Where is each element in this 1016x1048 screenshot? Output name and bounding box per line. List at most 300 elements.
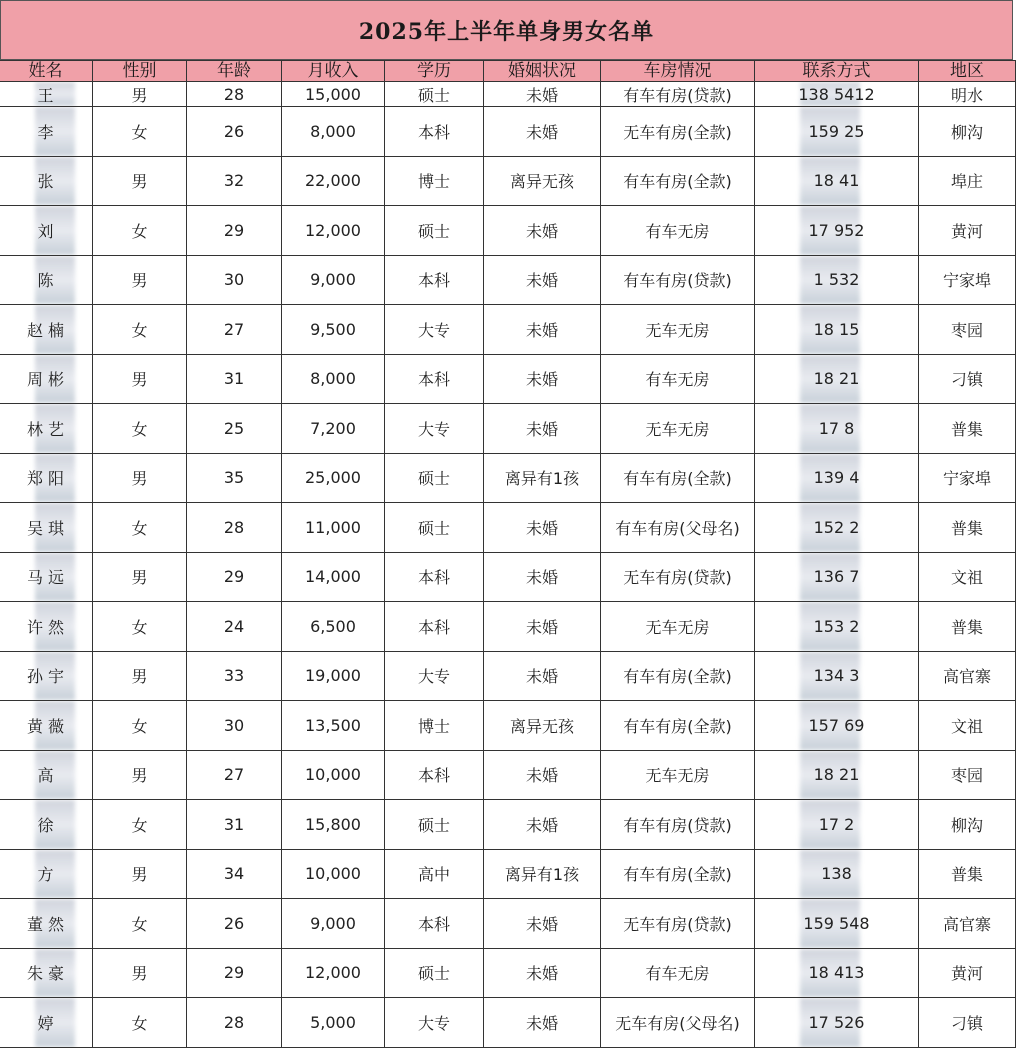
cell-name bbox=[0, 899, 93, 949]
income-value: 8,000 bbox=[310, 369, 356, 389]
table-body bbox=[0, 82, 1016, 1048]
marital-value: 未婚 bbox=[525, 271, 558, 291]
education-value: 大专 bbox=[417, 667, 450, 687]
cell-region bbox=[919, 107, 1016, 157]
cell-phone bbox=[755, 899, 919, 949]
age-value: 25 bbox=[223, 418, 245, 438]
cell-marital bbox=[484, 701, 601, 751]
cell-name bbox=[0, 651, 93, 701]
cell-phone bbox=[755, 453, 919, 503]
cell-region bbox=[919, 255, 1016, 305]
cell-property bbox=[601, 849, 755, 899]
region-value: 宁家埠 bbox=[942, 469, 991, 489]
cell-region bbox=[919, 156, 1016, 206]
property-value: 有车有房(全款) bbox=[623, 716, 732, 736]
income-value: 9,500 bbox=[310, 319, 356, 339]
age-value: 32 bbox=[223, 171, 245, 191]
cell-property bbox=[601, 651, 755, 701]
name-value: 方 bbox=[37, 865, 54, 885]
cell-property bbox=[601, 602, 755, 652]
name-value: 林 艺 bbox=[26, 419, 65, 439]
header-phone: 联系方式 bbox=[755, 61, 919, 82]
cell-age bbox=[187, 602, 282, 652]
cell-marital bbox=[484, 206, 601, 256]
table-row bbox=[0, 800, 1016, 850]
cell-gender bbox=[93, 82, 187, 107]
cell-phone bbox=[755, 948, 919, 998]
cell-marital bbox=[484, 107, 601, 157]
gender-value: 女 bbox=[131, 914, 148, 934]
income-value: 12,000 bbox=[305, 963, 361, 983]
income-value: 19,000 bbox=[305, 666, 361, 686]
income-value: 8,000 bbox=[310, 121, 356, 141]
phone-value: 17 952 bbox=[808, 220, 865, 240]
phone-value: 153 2 bbox=[813, 616, 860, 636]
cell-phone bbox=[755, 651, 919, 701]
property-value: 有车有房(全款) bbox=[623, 667, 732, 687]
cell-education bbox=[385, 107, 484, 157]
table-row bbox=[0, 503, 1016, 553]
cell-region bbox=[919, 948, 1016, 998]
cell-income bbox=[282, 602, 385, 652]
cell-marital bbox=[484, 750, 601, 800]
cell-phone bbox=[755, 404, 919, 454]
income-value: 6,500 bbox=[310, 616, 356, 636]
cell-property bbox=[601, 107, 755, 157]
header-income: 月收入 bbox=[282, 61, 385, 82]
income-value: 14,000 bbox=[305, 567, 361, 587]
region-value: 枣园 bbox=[950, 320, 983, 340]
phone-value: 18 413 bbox=[808, 963, 865, 983]
cell-name bbox=[0, 107, 93, 157]
cell-gender bbox=[93, 849, 187, 899]
cell-gender bbox=[93, 552, 187, 602]
cell-phone bbox=[755, 354, 919, 404]
cell-income bbox=[282, 404, 385, 454]
education-value: 本科 bbox=[417, 122, 450, 142]
income-value: 9,000 bbox=[310, 270, 356, 290]
marital-value: 未婚 bbox=[525, 221, 558, 241]
table-row bbox=[0, 354, 1016, 404]
cell-education bbox=[385, 899, 484, 949]
marital-value: 未婚 bbox=[525, 122, 558, 142]
cell-age bbox=[187, 651, 282, 701]
cell-property bbox=[601, 404, 755, 454]
gender-value: 男 bbox=[131, 568, 148, 588]
region-value: 黄河 bbox=[950, 221, 983, 241]
cell-region bbox=[919, 701, 1016, 751]
gender-value: 男 bbox=[131, 469, 148, 489]
cell-region bbox=[919, 206, 1016, 256]
name-value: 许 然 bbox=[26, 617, 65, 637]
cell-name bbox=[0, 255, 93, 305]
cell-age bbox=[187, 255, 282, 305]
property-value: 无车无房 bbox=[645, 617, 710, 637]
property-value: 有车有房(贷款) bbox=[623, 271, 732, 291]
cell-phone bbox=[755, 107, 919, 157]
header-education: 学历 bbox=[385, 61, 484, 82]
cell-income bbox=[282, 453, 385, 503]
property-value: 有车有房(全款) bbox=[623, 172, 732, 192]
cell-income bbox=[282, 651, 385, 701]
cell-income bbox=[282, 156, 385, 206]
age-value: 33 bbox=[223, 666, 245, 686]
table-row bbox=[0, 948, 1016, 998]
cell-region bbox=[919, 552, 1016, 602]
table-row bbox=[0, 82, 1016, 107]
cell-income bbox=[282, 750, 385, 800]
property-value: 无车有房(贷款) bbox=[623, 568, 732, 588]
phone-value: 1 532 bbox=[813, 270, 860, 290]
cell-gender bbox=[93, 701, 187, 751]
cell-phone bbox=[755, 998, 919, 1048]
property-value: 有车有房(全款) bbox=[623, 865, 732, 885]
cell-education bbox=[385, 552, 484, 602]
table-row bbox=[0, 404, 1016, 454]
marital-value: 未婚 bbox=[525, 85, 558, 105]
education-value: 本科 bbox=[417, 914, 450, 934]
property-value: 无车无房 bbox=[645, 766, 710, 786]
table-row bbox=[0, 651, 1016, 701]
gender-value: 男 bbox=[131, 271, 148, 291]
education-value: 大专 bbox=[417, 419, 450, 439]
cell-marital bbox=[484, 998, 601, 1048]
cell-age bbox=[187, 503, 282, 553]
cell-gender bbox=[93, 156, 187, 206]
cell-gender bbox=[93, 404, 187, 454]
cell-region bbox=[919, 849, 1016, 899]
region-value: 高官寨 bbox=[942, 914, 991, 934]
income-value: 13,500 bbox=[305, 715, 361, 735]
singles-table bbox=[0, 60, 1016, 1048]
income-value: 25,000 bbox=[305, 468, 361, 488]
cell-property bbox=[601, 206, 755, 256]
phone-value: 18 41 bbox=[813, 171, 860, 191]
header-gender: 性别 bbox=[93, 61, 187, 82]
phone-value: 17 526 bbox=[808, 1012, 865, 1032]
cell-phone bbox=[755, 552, 919, 602]
income-value: 15,800 bbox=[305, 814, 361, 834]
cell-phone bbox=[755, 156, 919, 206]
marital-value: 未婚 bbox=[525, 518, 558, 538]
gender-value: 女 bbox=[131, 419, 148, 439]
region-value: 普集 bbox=[950, 617, 983, 637]
cell-phone bbox=[755, 750, 919, 800]
gender-value: 男 bbox=[131, 766, 148, 786]
cell-gender bbox=[93, 107, 187, 157]
cell-region bbox=[919, 453, 1016, 503]
cell-education bbox=[385, 998, 484, 1048]
cell-age bbox=[187, 899, 282, 949]
cell-property bbox=[601, 305, 755, 355]
age-value: 28 bbox=[223, 517, 245, 537]
phone-value: 18 15 bbox=[813, 319, 860, 339]
cell-name bbox=[0, 354, 93, 404]
name-value: 李 bbox=[37, 122, 54, 142]
education-value: 硕士 bbox=[417, 469, 450, 489]
age-value: 35 bbox=[223, 468, 245, 488]
cell-name bbox=[0, 701, 93, 751]
region-value: 黄河 bbox=[950, 964, 983, 984]
cell-property bbox=[601, 552, 755, 602]
gender-value: 女 bbox=[131, 518, 148, 538]
cell-property bbox=[601, 453, 755, 503]
region-value: 刁镇 bbox=[950, 1013, 983, 1033]
cell-marital bbox=[484, 453, 601, 503]
age-value: 27 bbox=[223, 765, 245, 785]
cell-income bbox=[282, 82, 385, 107]
education-value: 硕士 bbox=[417, 518, 450, 538]
table-row bbox=[0, 998, 1016, 1048]
education-value: 硕士 bbox=[417, 85, 450, 105]
region-value: 宁家埠 bbox=[942, 271, 991, 291]
education-value: 本科 bbox=[417, 271, 450, 291]
cell-age bbox=[187, 82, 282, 107]
phone-value: 157 69 bbox=[808, 715, 865, 735]
cell-gender bbox=[93, 651, 187, 701]
cell-region bbox=[919, 404, 1016, 454]
age-value: 31 bbox=[223, 814, 245, 834]
cell-marital bbox=[484, 651, 601, 701]
name-value: 吴 琪 bbox=[26, 518, 65, 538]
name-value: 陈 bbox=[37, 271, 54, 291]
table-row bbox=[0, 602, 1016, 652]
table-row bbox=[0, 255, 1016, 305]
table-row bbox=[0, 206, 1016, 256]
cell-marital bbox=[484, 948, 601, 998]
cell-age bbox=[187, 305, 282, 355]
marital-value: 离异有1孩 bbox=[504, 865, 580, 885]
gender-value: 男 bbox=[131, 865, 148, 885]
cell-marital bbox=[484, 503, 601, 553]
cell-education bbox=[385, 305, 484, 355]
age-value: 34 bbox=[223, 864, 245, 884]
cell-property bbox=[601, 255, 755, 305]
cell-gender bbox=[93, 503, 187, 553]
property-value: 无车有房(贷款) bbox=[623, 914, 732, 934]
income-value: 22,000 bbox=[305, 171, 361, 191]
cell-income bbox=[282, 800, 385, 850]
cell-name bbox=[0, 948, 93, 998]
cell-property bbox=[601, 899, 755, 949]
table-row bbox=[0, 552, 1016, 602]
marital-value: 未婚 bbox=[525, 370, 558, 390]
cell-phone bbox=[755, 305, 919, 355]
cell-region bbox=[919, 800, 1016, 850]
age-value: 28 bbox=[223, 84, 245, 104]
cell-income bbox=[282, 552, 385, 602]
age-value: 29 bbox=[223, 963, 245, 983]
age-value: 30 bbox=[223, 715, 245, 735]
cell-marital bbox=[484, 552, 601, 602]
region-value: 柳沟 bbox=[950, 122, 983, 142]
phone-value: 138 bbox=[821, 864, 852, 884]
education-value: 硕士 bbox=[417, 815, 450, 835]
cell-marital bbox=[484, 800, 601, 850]
cell-income bbox=[282, 305, 385, 355]
region-value: 文祖 bbox=[950, 716, 983, 736]
gender-value: 女 bbox=[131, 815, 148, 835]
cell-marital bbox=[484, 255, 601, 305]
gender-value: 男 bbox=[131, 85, 148, 105]
property-value: 有车无房 bbox=[645, 964, 710, 984]
name-value: 王 bbox=[37, 85, 54, 105]
education-value: 博士 bbox=[417, 716, 450, 736]
property-value: 无车有房(父母名) bbox=[615, 1013, 740, 1033]
income-value: 11,000 bbox=[305, 517, 361, 537]
cell-income bbox=[282, 255, 385, 305]
cell-property bbox=[601, 750, 755, 800]
cell-income bbox=[282, 701, 385, 751]
cell-age bbox=[187, 206, 282, 256]
cell-region bbox=[919, 305, 1016, 355]
cell-property bbox=[601, 948, 755, 998]
cell-region bbox=[919, 602, 1016, 652]
header-age: 年龄 bbox=[187, 61, 282, 82]
name-value: 郑 阳 bbox=[26, 469, 65, 489]
marital-value: 未婚 bbox=[525, 815, 558, 835]
property-value: 有车无房 bbox=[645, 370, 710, 390]
cell-name bbox=[0, 750, 93, 800]
cell-property bbox=[601, 354, 755, 404]
marital-value: 未婚 bbox=[525, 617, 558, 637]
phone-value: 17 2 bbox=[818, 814, 855, 834]
table-row bbox=[0, 750, 1016, 800]
cell-name bbox=[0, 82, 93, 107]
header-property: 车房情况 bbox=[601, 61, 755, 82]
cell-name bbox=[0, 849, 93, 899]
phone-value: 17 8 bbox=[818, 418, 855, 438]
cell-region bbox=[919, 750, 1016, 800]
header-row bbox=[0, 61, 1016, 82]
cell-age bbox=[187, 998, 282, 1048]
region-value: 明水 bbox=[950, 85, 983, 105]
cell-education bbox=[385, 948, 484, 998]
table-row bbox=[0, 156, 1016, 206]
cell-age bbox=[187, 552, 282, 602]
cell-property bbox=[601, 82, 755, 107]
cell-name bbox=[0, 552, 93, 602]
income-value: 15,000 bbox=[305, 84, 361, 104]
property-value: 有车有房(父母名) bbox=[615, 518, 740, 538]
income-value: 5,000 bbox=[310, 1012, 356, 1032]
cell-education bbox=[385, 503, 484, 553]
name-value: 周 彬 bbox=[26, 370, 65, 390]
gender-value: 男 bbox=[131, 370, 148, 390]
cell-income bbox=[282, 107, 385, 157]
gender-value: 男 bbox=[131, 172, 148, 192]
marital-value: 未婚 bbox=[525, 964, 558, 984]
cell-age bbox=[187, 750, 282, 800]
table-row bbox=[0, 849, 1016, 899]
cell-education bbox=[385, 354, 484, 404]
education-value: 本科 bbox=[417, 617, 450, 637]
cell-age bbox=[187, 948, 282, 998]
region-value: 文祖 bbox=[950, 568, 983, 588]
property-value: 有车有房(全款) bbox=[623, 469, 732, 489]
cell-region bbox=[919, 82, 1016, 107]
marital-value: 未婚 bbox=[525, 1013, 558, 1033]
cell-name bbox=[0, 404, 93, 454]
table-row bbox=[0, 107, 1016, 157]
cell-gender bbox=[93, 255, 187, 305]
marital-value: 未婚 bbox=[525, 320, 558, 340]
cell-gender bbox=[93, 453, 187, 503]
region-value: 高官寨 bbox=[942, 667, 991, 687]
name-value: 孙 宇 bbox=[26, 667, 65, 687]
property-value: 无车无房 bbox=[645, 419, 710, 439]
cell-name bbox=[0, 453, 93, 503]
table-row bbox=[0, 453, 1016, 503]
header-marital: 婚姻状况 bbox=[484, 61, 601, 82]
phone-value: 159 548 bbox=[803, 913, 870, 933]
age-value: 26 bbox=[223, 121, 245, 141]
gender-value: 女 bbox=[131, 617, 148, 637]
cell-age bbox=[187, 156, 282, 206]
region-value: 普集 bbox=[950, 865, 983, 885]
age-value: 31 bbox=[223, 369, 245, 389]
gender-value: 女 bbox=[131, 320, 148, 340]
region-value: 普集 bbox=[950, 518, 983, 538]
phone-value: 138 5412 bbox=[798, 84, 875, 104]
education-value: 高中 bbox=[417, 865, 450, 885]
cell-phone bbox=[755, 602, 919, 652]
cell-education bbox=[385, 750, 484, 800]
cell-education bbox=[385, 701, 484, 751]
marital-value: 未婚 bbox=[525, 667, 558, 687]
gender-value: 女 bbox=[131, 122, 148, 142]
cell-marital bbox=[484, 849, 601, 899]
property-value: 无车有房(全款) bbox=[623, 122, 732, 142]
cell-marital bbox=[484, 156, 601, 206]
phone-value: 134 3 bbox=[813, 666, 860, 686]
cell-region bbox=[919, 899, 1016, 949]
income-value: 10,000 bbox=[305, 864, 361, 884]
cell-marital bbox=[484, 82, 601, 107]
education-value: 大专 bbox=[417, 1013, 450, 1033]
cell-education bbox=[385, 82, 484, 107]
property-value: 无车无房 bbox=[645, 320, 710, 340]
cell-gender bbox=[93, 206, 187, 256]
cell-property bbox=[601, 800, 755, 850]
cell-property bbox=[601, 998, 755, 1048]
cell-education bbox=[385, 156, 484, 206]
property-value: 有车有房(贷款) bbox=[623, 85, 732, 105]
table-row bbox=[0, 305, 1016, 355]
age-value: 28 bbox=[223, 1012, 245, 1032]
cell-region bbox=[919, 503, 1016, 553]
education-value: 大专 bbox=[417, 320, 450, 340]
cell-phone bbox=[755, 503, 919, 553]
cell-name bbox=[0, 156, 93, 206]
cell-phone bbox=[755, 255, 919, 305]
cell-gender bbox=[93, 899, 187, 949]
age-value: 24 bbox=[223, 616, 245, 636]
marital-value: 未婚 bbox=[525, 419, 558, 439]
cell-region bbox=[919, 651, 1016, 701]
education-value: 硕士 bbox=[417, 221, 450, 241]
cell-education bbox=[385, 206, 484, 256]
cell-income bbox=[282, 948, 385, 998]
cell-income bbox=[282, 998, 385, 1048]
cell-property bbox=[601, 701, 755, 751]
marital-value: 未婚 bbox=[525, 914, 558, 934]
name-value: 婷 bbox=[37, 1013, 54, 1033]
marital-value: 离异无孩 bbox=[509, 716, 574, 736]
cell-gender bbox=[93, 998, 187, 1048]
education-value: 博士 bbox=[417, 172, 450, 192]
table-row bbox=[0, 701, 1016, 751]
